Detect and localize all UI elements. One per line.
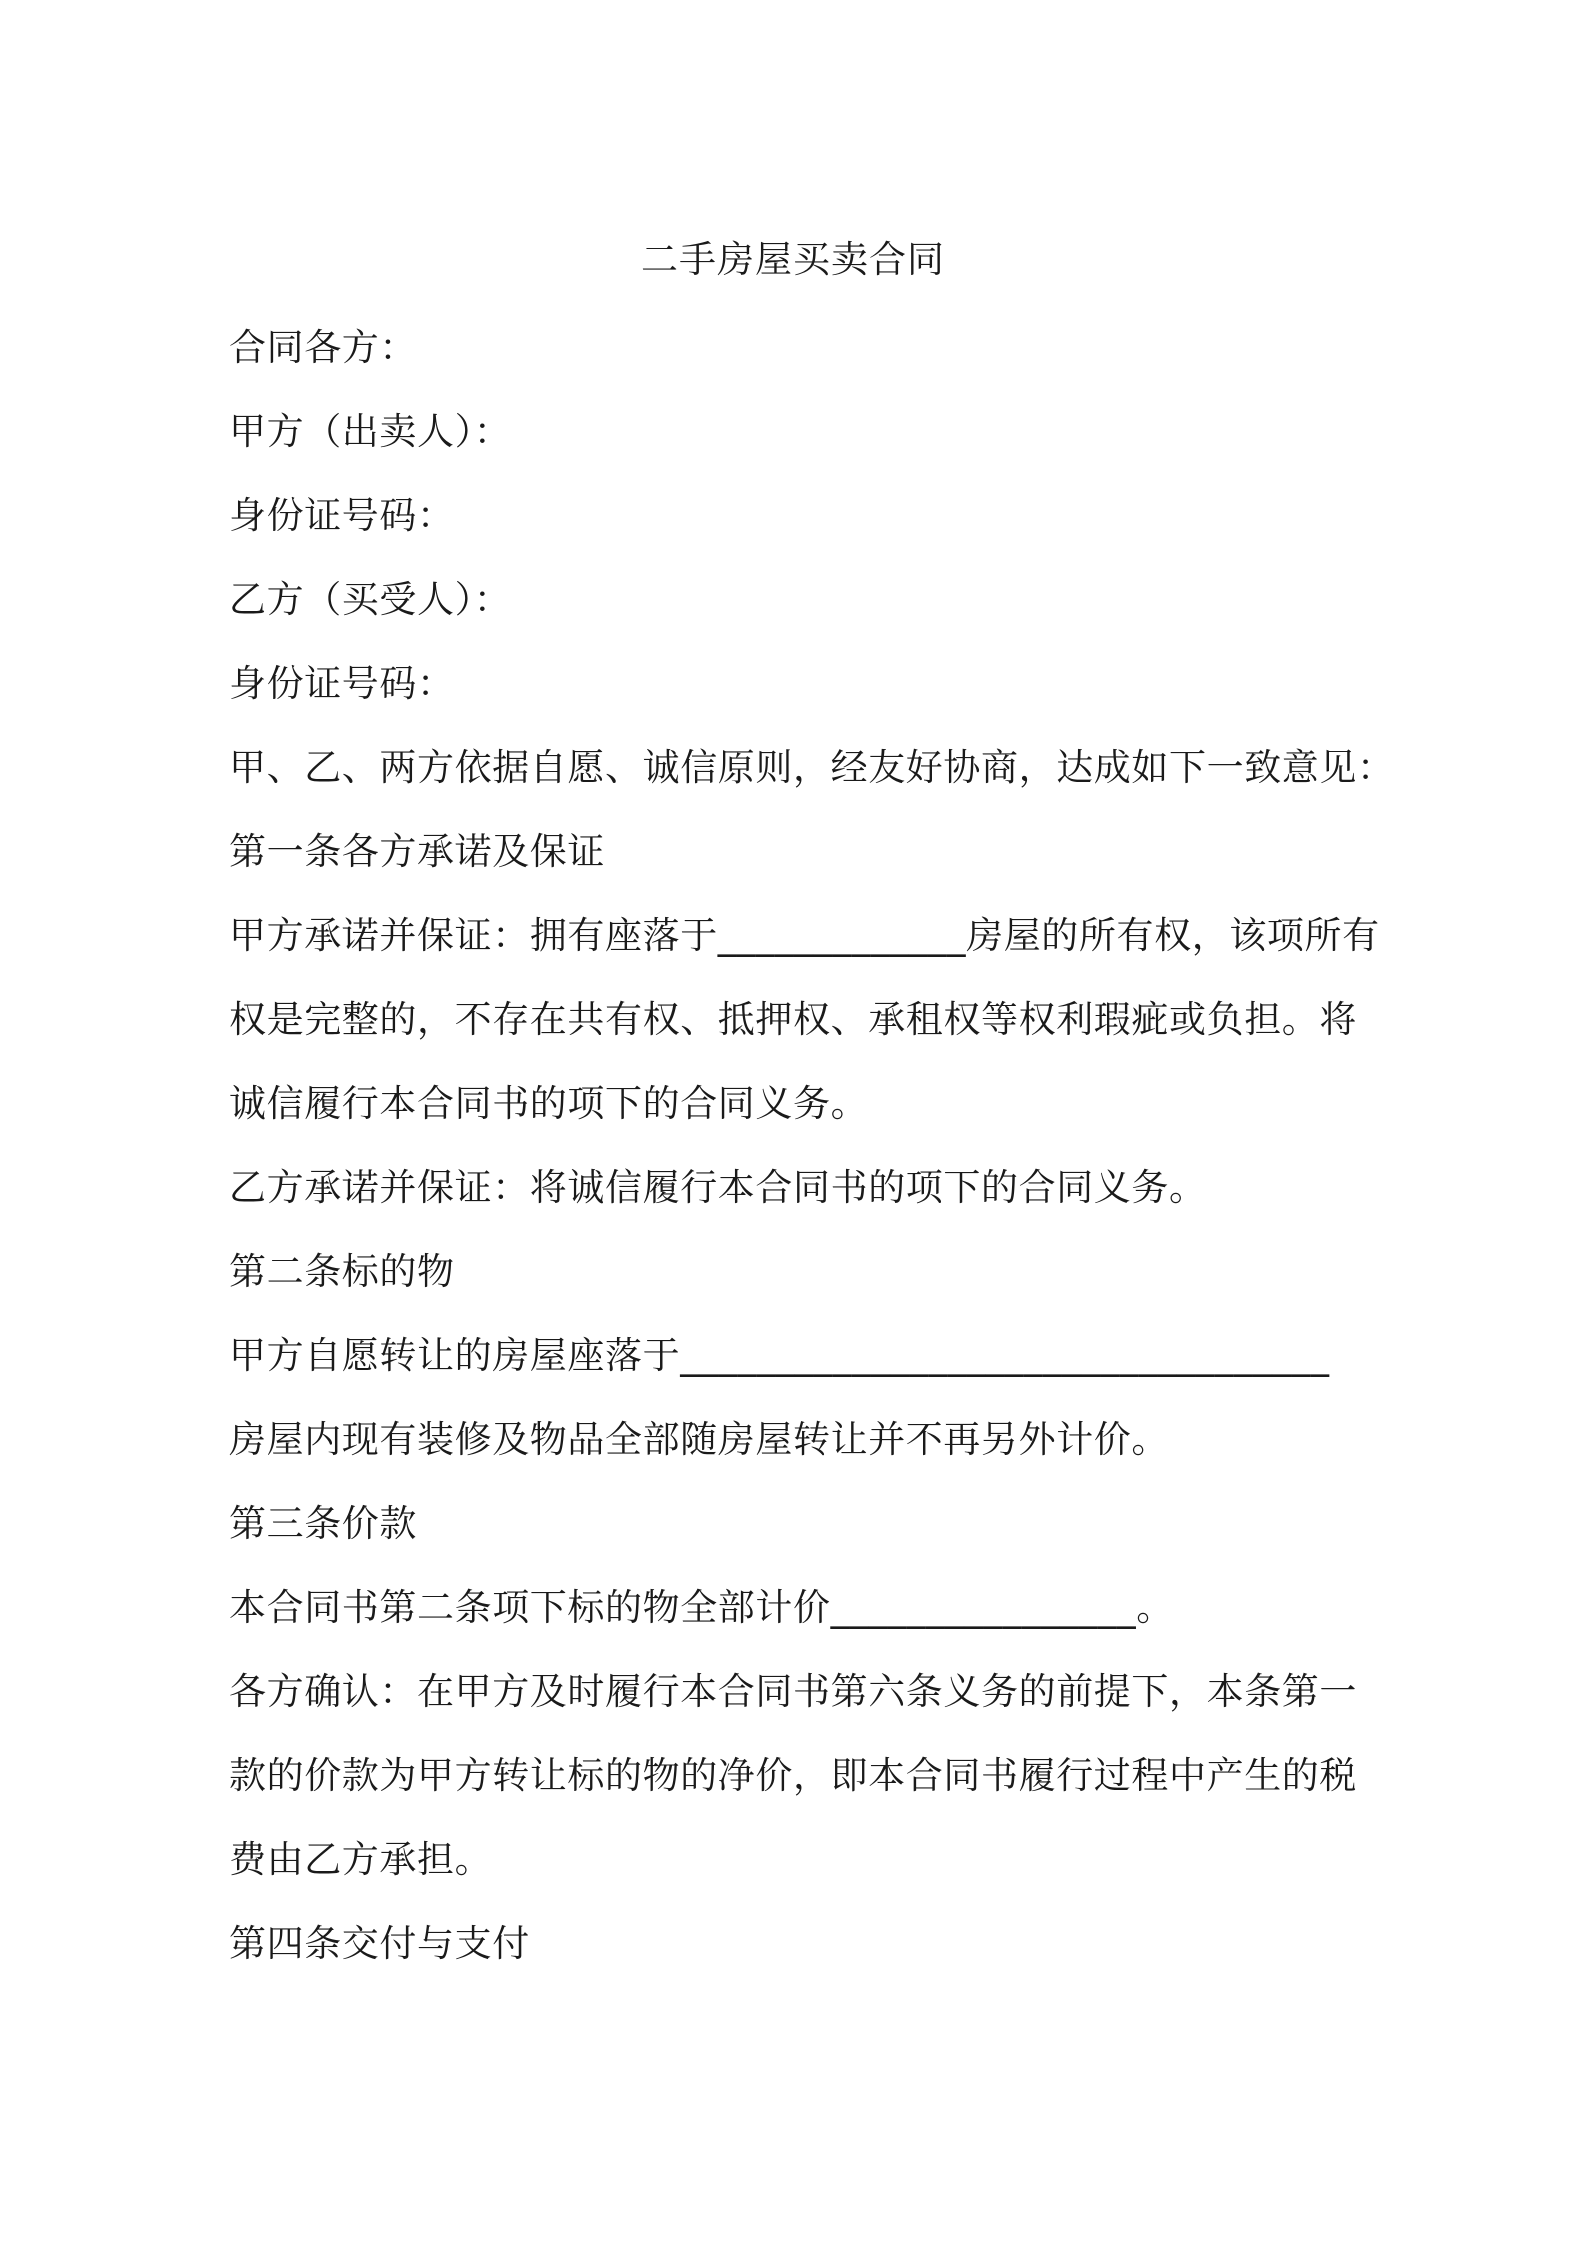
article-3-confirm-line-3: 费由乙方承担。 (229, 1838, 493, 1881)
article-1-party-a-line-1: 甲方承诺并保证：拥有座落于_____________房屋的所有权，该项所有 (229, 914, 1380, 957)
preamble-text: 甲、乙、两方依据自愿、诚信原则，经友好协商，达成如下一致意见： (229, 746, 1395, 789)
article-1-party-b-line: 乙方承诺并保证：将诚信履行本合同书的项下的合同义务。 (229, 1166, 1207, 1209)
article-2-location-line: 甲方自愿转让的房屋座落于__________________________________ (229, 1334, 1330, 1377)
article-2-fixtures-line: 房屋内现有装修及物品全部随房屋转让并不再另外计价。 (229, 1418, 1169, 1461)
article-1-party-a-line-3: 诚信履行本合同书的项下的合同义务。 (229, 1082, 869, 1125)
article-4-heading: 第四条交付与支付 (229, 1922, 530, 1965)
article-3-confirm-line-1: 各方确认：在甲方及时履行本合同书第六条义务的前提下，本条第一 (229, 1670, 1357, 1713)
party-a-label: 甲方（出卖人）： (229, 410, 512, 453)
party-b-id-label: 身份证号码： (229, 662, 455, 705)
party-a-id-label: 身份证号码： (229, 494, 455, 537)
article-1-heading: 第一条各方承诺及保证 (229, 830, 605, 873)
article-1-party-a-line-2: 权是完整的，不存在共有权、抵押权、承租权等权利瑕疵或负担。将 (229, 998, 1357, 1041)
contract-parties-heading: 合同各方： (229, 326, 417, 369)
party-b-label: 乙方（买受人）： (229, 578, 512, 621)
article-3-price-line: 本合同书第二条项下标的物全部计价________________。 (229, 1586, 1174, 1629)
article-2-heading: 第二条标的物 (229, 1250, 455, 1293)
article-3-heading: 第三条价款 (229, 1502, 417, 1545)
document-title: 二手房屋买卖合同 (641, 238, 945, 281)
article-3-confirm-line-2: 款的价款为甲方转让标的物的净价，即本合同书履行过程中产生的税 (229, 1754, 1357, 1797)
